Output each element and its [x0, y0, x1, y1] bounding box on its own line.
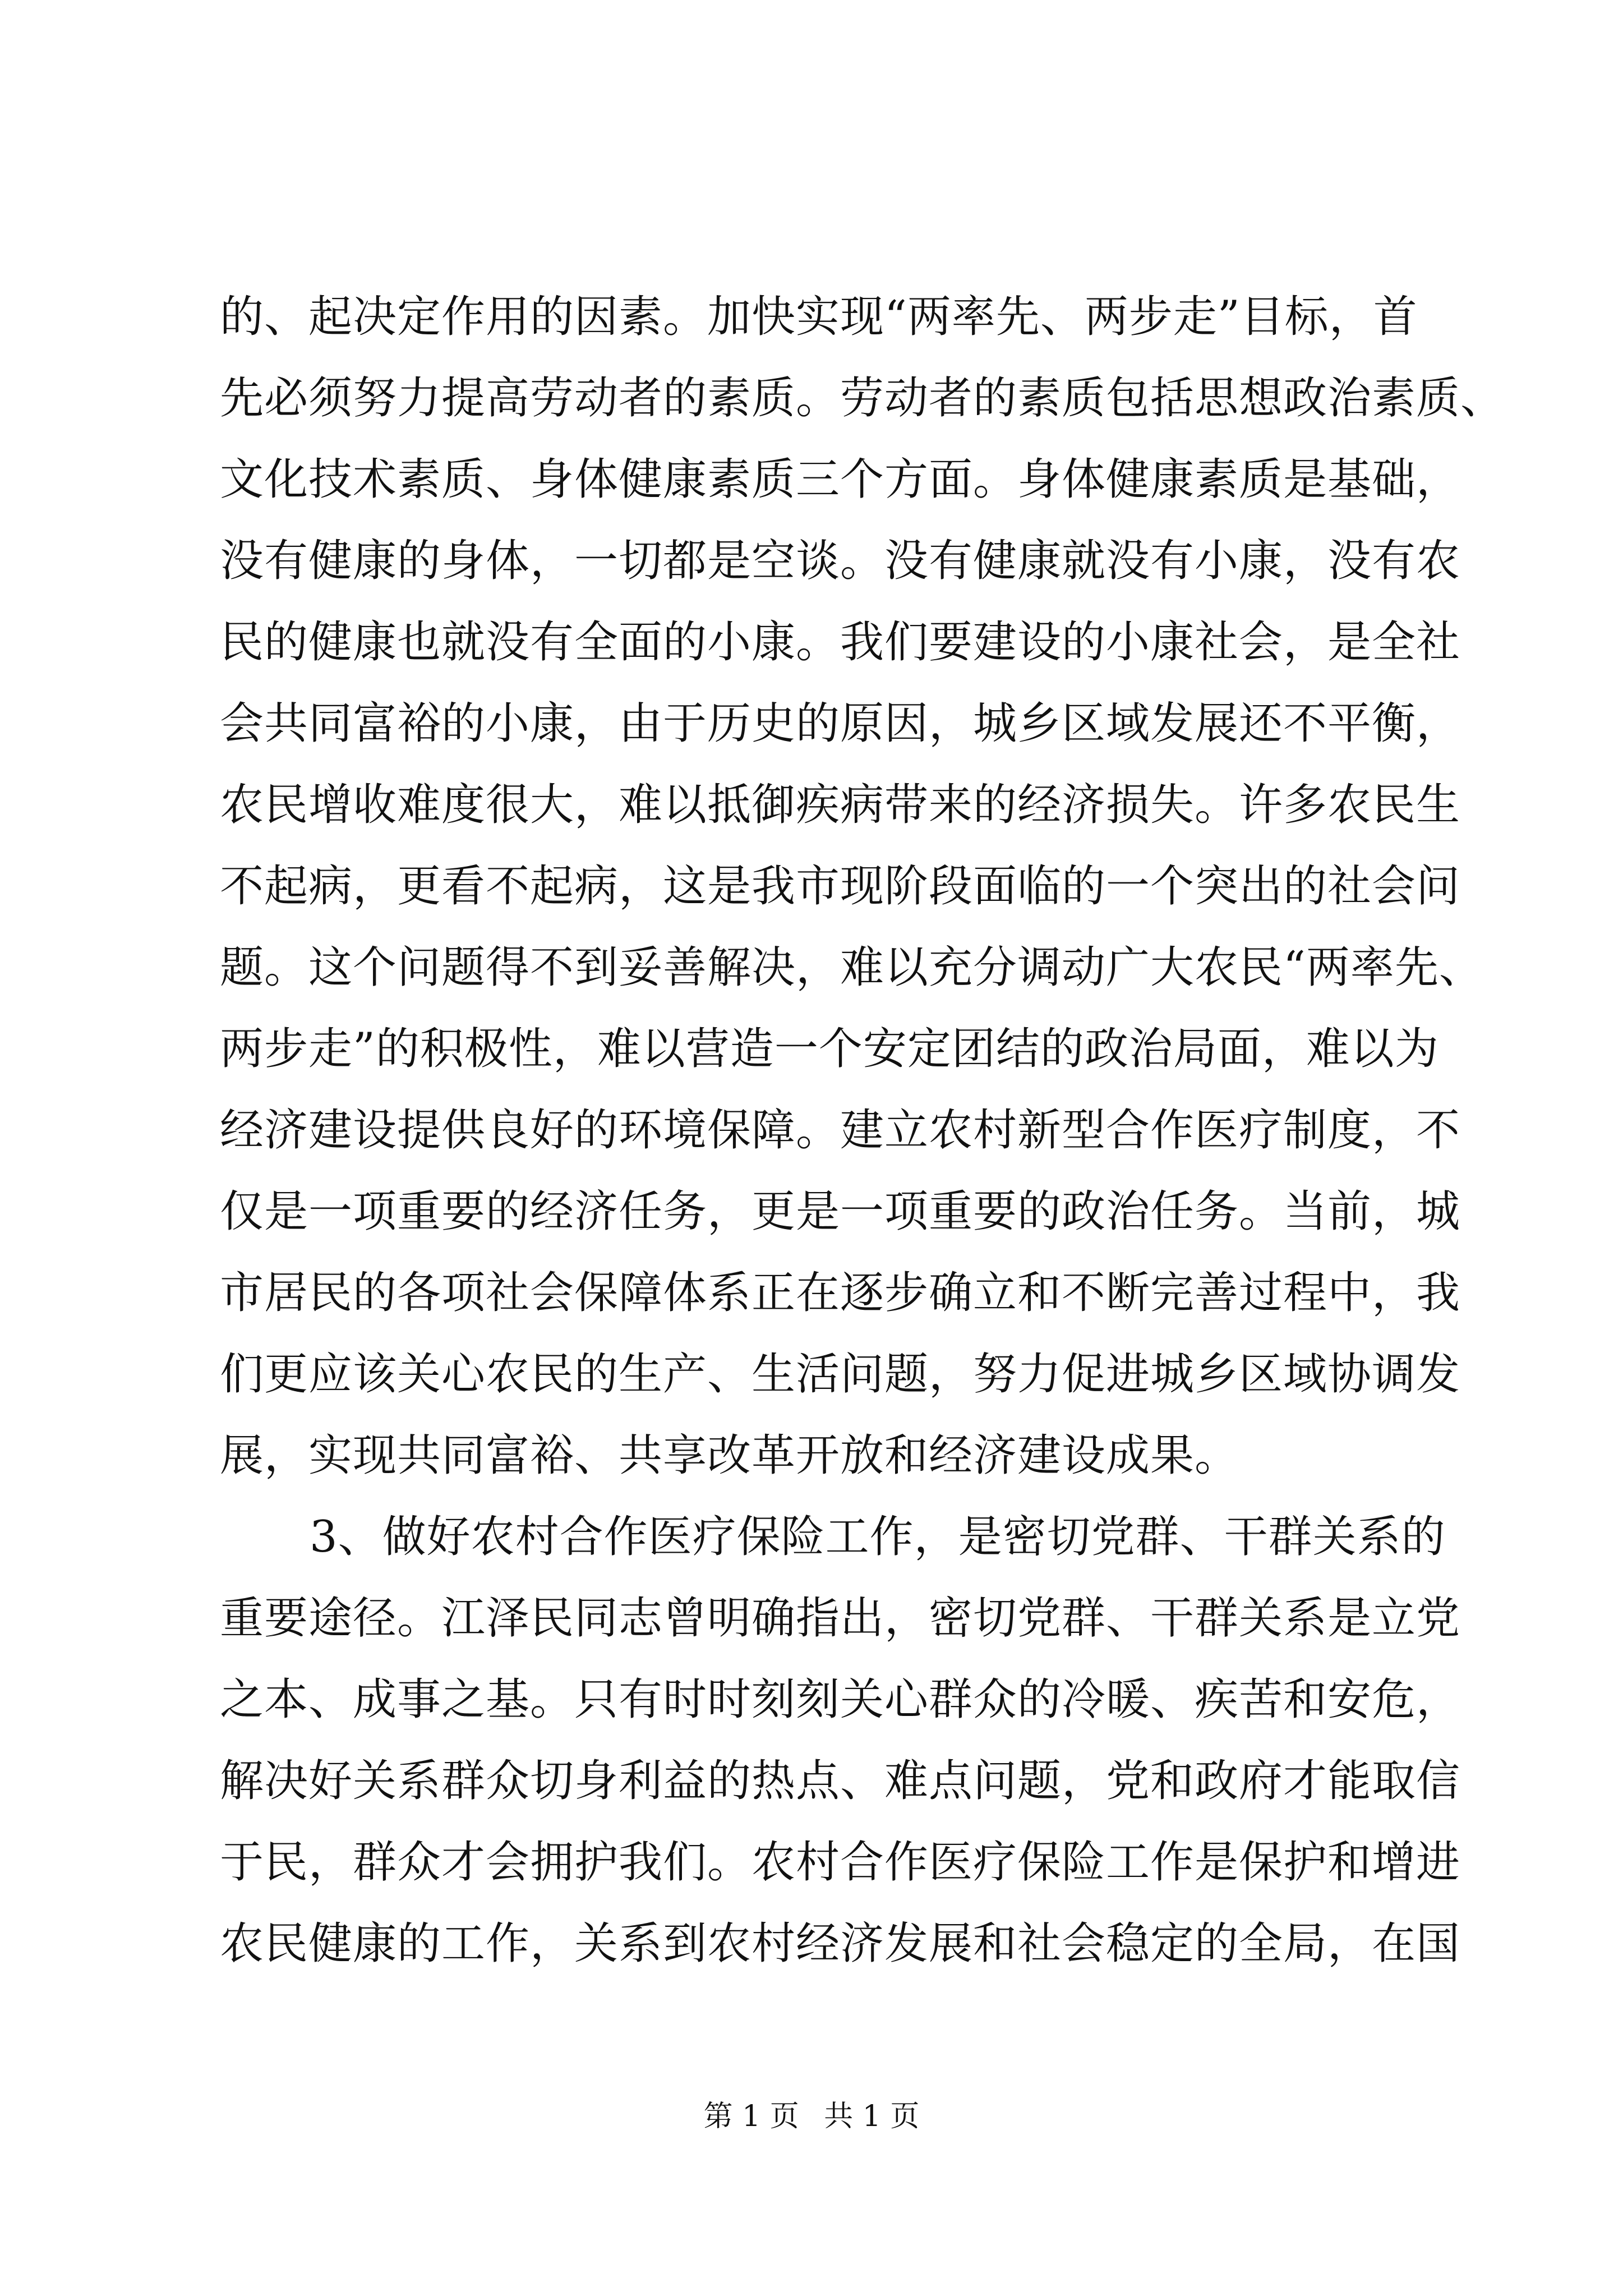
text-line: 民的健康也就没有全面的小康。我们要建设的小康社会，是全社 [220, 617, 1461, 668]
text-line: 会共同富裕的小康，由于历史的原因，城乡区域发展还不平衡， [220, 698, 1461, 749]
text-line: 不起病，更看不起病，这是我市现阶段面临的一个突出的社会问 [220, 861, 1461, 912]
text-line: 先必须努力提高劳动者的素质。劳动者的素质包括思想政治素质、 [220, 373, 1505, 424]
text-line: 农民健康的工作，关系到农村经济发展和社会稳定的全局，在国 [220, 1918, 1461, 1969]
page-footer [0, 2097, 1623, 2136]
text-line: 之本、成事之基。只有时时刻刻关心群众的冷暖、疾苦和安危， [220, 1674, 1461, 1725]
text-line: 重要途径。江泽民同志曾明确指出，密切党群、干群关系是立党 [220, 1593, 1461, 1644]
paragraph-first-line: 3、做好农村合作医疗保险工作，是密切党群、干群关系的 [310, 1512, 1446, 1562]
text-line: 文化技术素质、身体健康素质三个方面。身体健康素质是基础， [220, 454, 1461, 505]
text-line: 们更应该关心农民的生产、生活问题，努力促进城乡区域协调发 [220, 1349, 1461, 1400]
page-number-current: 第 1 页 [703, 2100, 799, 2133]
text-line: 农民增收难度很大，难以抵御疾病带来的经济损失。许多农民生 [220, 780, 1461, 830]
text-line: 市居民的各项社会保障体系正在逐步确立和不断完善过程中，我 [220, 1268, 1461, 1318]
text-line: 题。这个问题得不到妥善解决，难以充分调动广大农民“两率先、 [220, 942, 1483, 993]
text-line: 解决好关系群众切身利益的热点、难点问题，党和政府才能取信 [220, 1756, 1461, 1806]
page-number-total: 共 1 页 [824, 2100, 920, 2133]
text-line: 仅是一项重要的经济任务，更是一项重要的政治任务。当前，城 [220, 1186, 1461, 1237]
text-line: 展，实现共同富裕、共享改革开放和经济建设成果。 [220, 1430, 1239, 1481]
text-line: 没有健康的身体，一切都是空谈。没有健康就没有小康，没有农 [220, 536, 1461, 586]
text-line: 的、起决定作用的因素。加快实现“两率先、两步走”目标，首 [220, 292, 1418, 342]
text-line: 两步走”的积极性，难以营造一个安定团结的政治局面，难以为 [220, 1024, 1439, 1074]
text-line: 于民，群众才会拥护我们。农村合作医疗保险工作是保护和增进 [220, 1837, 1461, 1888]
text-line: 经济建设提供良好的环境保障。建立农村新型合作医疗制度，不 [220, 1105, 1461, 1156]
